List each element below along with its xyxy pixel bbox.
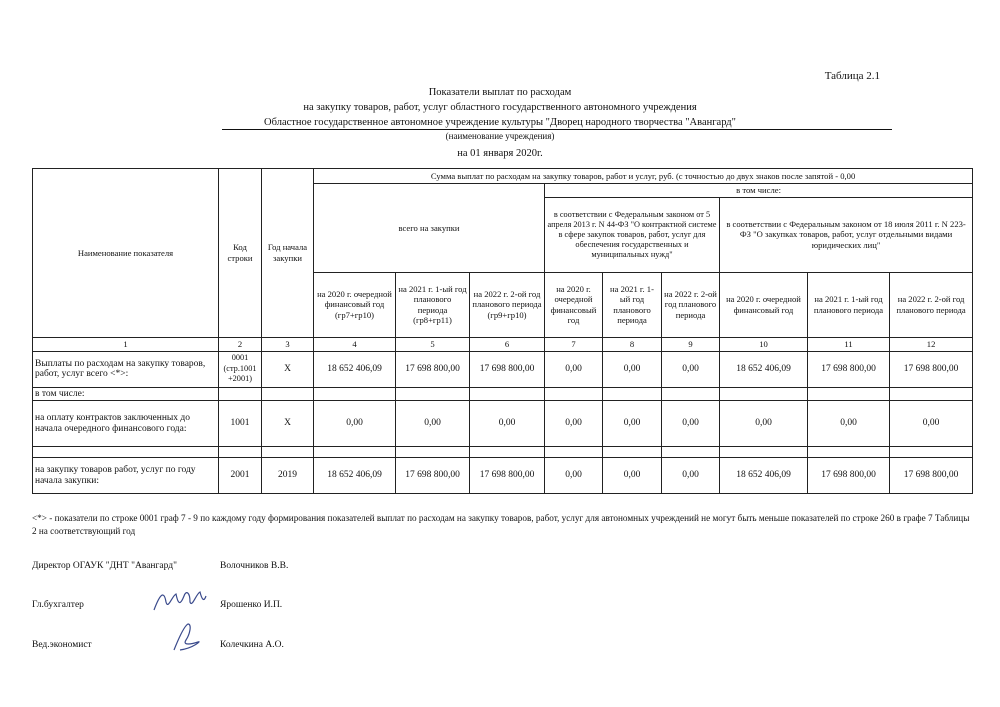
row-value: 0,00 (603, 458, 662, 494)
header-44fz-2022: на 2022 г. 2-ой год планового периода (662, 272, 720, 337)
col-number: 10 (720, 337, 808, 351)
signature-role-director: Директор ОГАУК "ДНТ "Авангард" (32, 561, 177, 571)
col-number: 8 (603, 337, 662, 351)
payments-table (32, 168, 973, 494)
row-value: 0,00 (603, 351, 662, 387)
header-223fz-2022: на 2022 г. 2-ой год планового периода (890, 272, 973, 337)
row-value: 0,00 (545, 401, 603, 447)
row-value: 17 698 800,00 (808, 351, 890, 387)
row-year: X (262, 401, 314, 447)
col-number: 4 (314, 337, 396, 351)
header-year: Год начала закупки (262, 169, 314, 338)
col-number: 6 (470, 337, 545, 351)
signature-mark-economist (168, 620, 208, 654)
signature-name-economist: Колечкина А.О. (220, 640, 284, 650)
header-44fz-2020: на 2020 г. очередной финансовый год (545, 272, 603, 337)
row-code: 2001 (219, 458, 262, 494)
row-value: 0,00 (396, 401, 470, 447)
signature-role-accountant: Гл.бухгалтер (32, 600, 84, 610)
row-value: 0,00 (470, 401, 545, 447)
row-value: 0,00 (603, 401, 662, 447)
table-spacer-row (33, 447, 973, 458)
row-value: 0,00 (720, 401, 808, 447)
col-number: 2 (219, 337, 262, 351)
signature-mark-accountant (150, 586, 210, 616)
col-number: 7 (545, 337, 603, 351)
report-subtitle: на закупку товаров, работ, услуг областного государственного автономного учреждения (303, 102, 697, 113)
row-year: 2019 (262, 458, 314, 494)
row-name: на закупку товаров работ, услуг по году начала закупки: (33, 458, 219, 494)
table-row (33, 401, 973, 447)
col-number: 5 (396, 337, 470, 351)
header-44fz-2021: на 2021 г. 1-ый год планового периода (603, 272, 662, 337)
institution-caption: (наименование учреждения) (445, 131, 555, 141)
row-name: Выплаты по расходам на закупку товаров, работ, услуг всего <*>: (33, 351, 219, 387)
signature-name-director: Волочников В.В. (220, 561, 289, 571)
row-value: 17 698 800,00 (470, 351, 545, 387)
header-total-2022: на 2022 г. 2-ой год планового периода (гр9+гр10) (470, 272, 545, 337)
header-total-2021: на 2021 г. 1-ый год планового периода (гр8+гр11) (396, 272, 470, 337)
row-value: 0,00 (808, 401, 890, 447)
header-sum: Сумма выплат по расходам на закупку товаров, работ и услуг, руб. (с точностью до двух знаков после запятой - 0,00 (314, 169, 973, 184)
row-code: 1001 (219, 401, 262, 447)
row-value: 18 652 406,09 (314, 351, 396, 387)
row-name: в том числе: (33, 387, 219, 401)
col-number: 12 (890, 337, 973, 351)
institution-name: Областное государственное автономное учреждение культуры "Дворец народного творчества "Авангард" (264, 117, 736, 128)
signature-name-accountant: Ярошенко И.П. (220, 600, 283, 610)
col-number: 3 (262, 337, 314, 351)
institution-underline (222, 129, 892, 130)
row-value: 17 698 800,00 (396, 458, 470, 494)
row-value: 0,00 (314, 401, 396, 447)
row-value: 18 652 406,09 (314, 458, 396, 494)
signature-role-economist: Вед.экономист (32, 640, 92, 650)
header-total-2020: на 2020 г. очередной финансовый год (гр7+гр10) (314, 272, 396, 337)
row-value: 0,00 (662, 351, 720, 387)
row-value: 0,00 (545, 351, 603, 387)
report-title: Показатели выплат по расходам (428, 87, 572, 98)
row-value: 17 698 800,00 (808, 458, 890, 494)
table-number-label: Таблица 2.1 (824, 70, 880, 82)
col-number: 11 (808, 337, 890, 351)
row-value: 17 698 800,00 (470, 458, 545, 494)
header-223fz-group: в соответствии с Федеральным законом от 18 июля 2011 г. N 223-ФЗ "О закупках товаров, работ, услуг отдельными видами юридических лиц" (720, 197, 973, 272)
header-total-group: всего на закупки (314, 184, 545, 273)
row-value: 0,00 (890, 401, 973, 447)
row-name: на оплату контрактов заключенных до начала очередного финансового года: (33, 401, 219, 447)
report-date: на 01 января 2020г. (457, 148, 543, 159)
col-number: 9 (662, 337, 720, 351)
header-223fz-2021: на 2021 г. 1-ый год планового периода (808, 272, 890, 337)
header-44fz-group: в соответствии с Федеральным законом от 5 апреля 2013 г. N 44-ФЗ "О контрактной системе в сфере закупок товаров, работ, услуг для обеспечения государственных и муниципальных нужд" (545, 197, 720, 272)
footnote: <*> - показатели по строке 0001 граф 7 - 9 по каждому году формирования показателей выплат по расходам на закупку товаров, работ, услуг для автономных учреждений не могут быть меньше показателей по строке 260 в графе 7 Таблицы 2 на соответствующий год (32, 513, 970, 536)
row-value: 17 698 800,00 (890, 351, 973, 387)
row-value: 0,00 (662, 401, 720, 447)
header-including: в том числе: (545, 184, 973, 198)
row-value: 18 652 406,09 (720, 351, 808, 387)
col-number: 1 (33, 337, 219, 351)
table-row (33, 458, 973, 494)
header-name: Наименование показателя (33, 169, 219, 338)
row-code: 0001 (стр.1001 +2001) (219, 351, 262, 387)
header-code: Код строки (219, 169, 262, 338)
table-row (33, 387, 973, 401)
row-year: X (262, 351, 314, 387)
row-value: 0,00 (662, 458, 720, 494)
row-value: 17 698 800,00 (890, 458, 973, 494)
row-value: 18 652 406,09 (720, 458, 808, 494)
row-value: 0,00 (545, 458, 603, 494)
table-row (33, 351, 973, 387)
row-value: 17 698 800,00 (396, 351, 470, 387)
header-223fz-2020: на 2020 г. очередной финансовый год (720, 272, 808, 337)
column-numbers-row (33, 337, 973, 351)
